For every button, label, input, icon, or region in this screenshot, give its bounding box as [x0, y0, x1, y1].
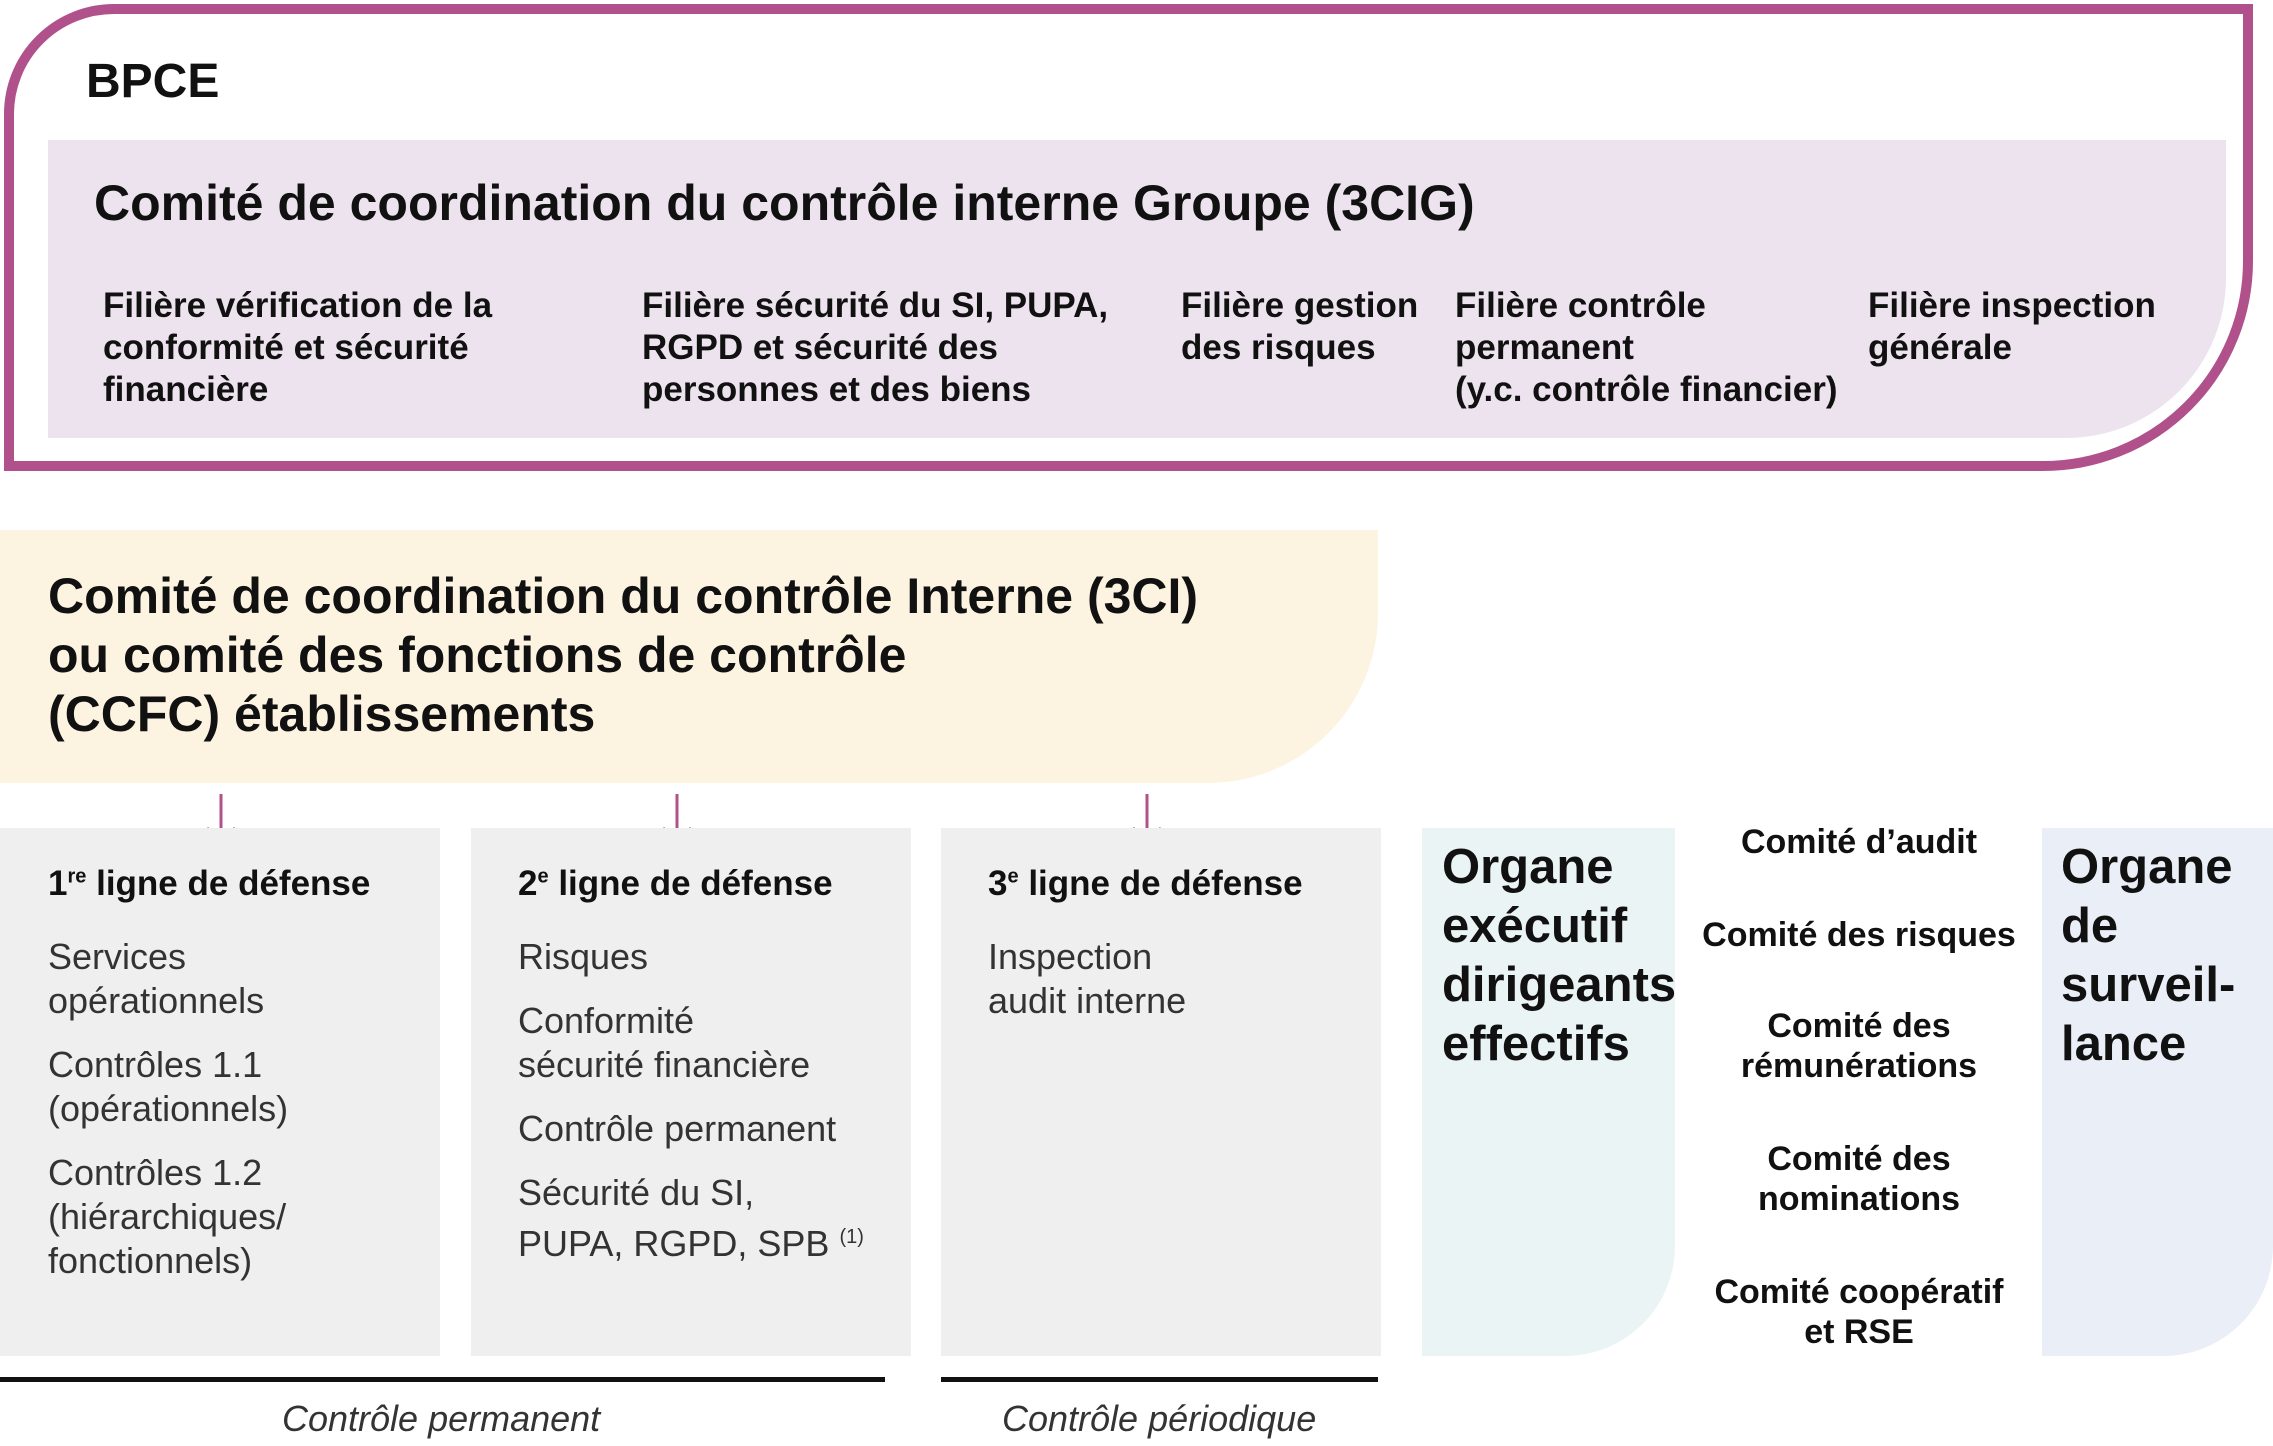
filiere-controle-permanent: Filière contrôle permanent (y.c. contrôle financier) — [1455, 286, 1838, 409]
filiere-inspection-generale: Filière inspection générale — [1868, 286, 2156, 367]
second-line-title: 2e ligne de défense — [518, 864, 833, 903]
second-line-box — [471, 828, 911, 1356]
first-line-item: Contrôles 1.2 (hiérarchiques/ fonctionnels) — [48, 1152, 287, 1281]
caption-controle-permanent: Contrôle permanent — [282, 1398, 601, 1439]
3cig-title: Comité de coordination du contrôle interne Groupe (3CIG) — [94, 175, 1475, 231]
comite-nominations: Comité des nominations — [1757, 1140, 1961, 1218]
third-line-box — [941, 828, 1381, 1356]
second-line-item: Conformité sécurité financière — [518, 1000, 811, 1085]
first-line-item: Services opérationnels — [48, 936, 265, 1021]
permanent-control-rule — [0, 1377, 885, 1382]
second-line-item: Sécurité du SI, PUPA, RGPD, SPB $^{(1)}$ — [518, 1172, 864, 1264]
third-line-item: Inspection audit interne — [988, 936, 1187, 1021]
second-line-item: Risques — [518, 936, 649, 977]
first-line-item: Contrôles 1.1 (opérationnels) — [48, 1044, 289, 1129]
periodic-control-rule — [941, 1377, 1378, 1382]
executive-body-label: Organe exécutif dirigeants effectifs — [1442, 840, 1677, 1071]
supervisory-body-label: Organe de surveil- lance — [2061, 840, 2236, 1071]
first-line-title: 1re ligne de défense — [48, 864, 371, 903]
comite-risques: Comité des risques — [1702, 916, 2016, 954]
third-line-title: 3e ligne de défense — [988, 864, 1303, 903]
filiere-gestion-risques: Filière gestion des risques — [1181, 286, 1419, 367]
ccfc-title: Comité de coordination du contrôle Interne (3CI) ou comité des fonctions de contrôle (CCFC) établissements — [48, 568, 1199, 742]
footnote-marker: (1) — [839, 1226, 864, 1248]
second-line-item: Contrôle permanent — [518, 1108, 837, 1149]
comite-remunerations: Comité des rémunérations — [1740, 1007, 1978, 1085]
caption-controle-periodique: Contrôle périodique — [1002, 1398, 1317, 1439]
filiere-securite-si: Filière sécurité du SI, PUPA, RGPD et sécurité des personnes et des biens — [642, 286, 1109, 409]
comite-audit: Comité d’audit — [1740, 823, 1978, 861]
bpce-label: BPCE — [86, 55, 220, 108]
filiere-conformite: Filière vérification de la conformité et sécurité financière — [103, 286, 493, 409]
comite-cooperatif-rse: Comité coopératif et RSE — [1714, 1273, 2004, 1351]
